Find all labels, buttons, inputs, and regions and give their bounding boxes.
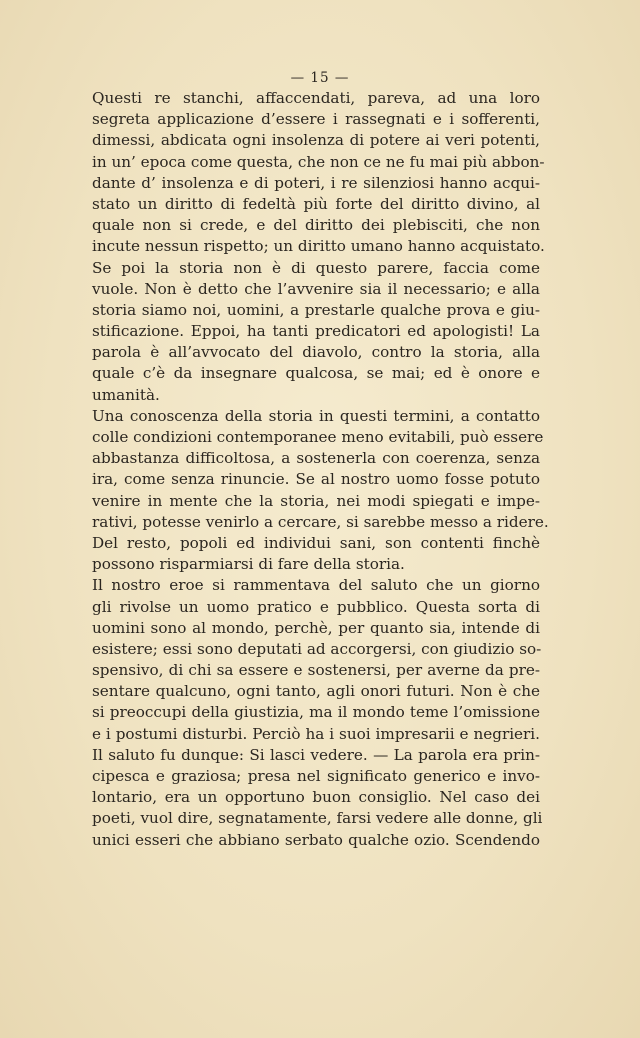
text-line: si preoccupi della giustizia, ma il mondo teme l’omissione: [92, 703, 540, 722]
text-line: ira, come senza rinuncie. Se al nostro uomo fosse potuto: [92, 470, 540, 489]
text-line: cipesca e graziosa; presa nel significato generico e invo-: [92, 767, 540, 785]
text-line: umanità.: [92, 385, 160, 404]
text-line: dante d’ insolenza e di poteri, i re silenziosi hanno acqui-: [92, 173, 540, 192]
text-line: stificazione. Eppoi, ha tanti predicatori ed apologisti! La: [92, 322, 540, 341]
text-line: possono risparmiarsi di fare della storia.: [92, 555, 405, 574]
text-line: vuole. Non è detto che l’avvenire sia il necessario; e alla: [92, 279, 540, 298]
text-line: abbastanza difficoltosa, a sostenerla con coerenza, senza: [92, 449, 540, 468]
text-line: sentare qualcuno, ogni tanto, agli onori futuri. Non è che: [92, 682, 540, 701]
text-line: incute nessun rispetto; un diritto umano hanno acquistato.: [92, 237, 545, 256]
text-line: esistere; essi sono deputati ad accorgersi, con giudizio so-: [92, 639, 542, 658]
text-line: lontario, era un opportuno buon consiglio. Nel caso dei: [92, 788, 540, 807]
text-line: quale c’è da insegnare qualcosa, se mai; ed è onore e: [92, 364, 540, 383]
text-line: spensivo, di chi sa essere e sostenersi, per averne da pre-: [92, 661, 540, 680]
body-text: [92, 88, 549, 851]
paragraph-first-line: Questi re stanchi, affaccendati, pareva, ad una loro: [92, 89, 540, 107]
text-line: unici esseri che abbiano serbato qualche ozio. Scendendo: [92, 830, 540, 849]
text-line: gli rivolse un uomo pratico e pubblico. Questa sorta di: [92, 597, 540, 616]
page-number: — 15 —: [290, 70, 350, 86]
text-line: Il saluto fu dunque: Si lasci vedere. — La parola era prin-: [92, 745, 540, 764]
text-line: uomini sono al mondo, perchè, per quanto sia, intende di: [92, 618, 540, 637]
text-line: parola è all’avvocato del diavolo, contro la storia, alla: [92, 343, 540, 362]
paragraph-first-line: Se poi la storia non è di questo parere, faccia come: [92, 258, 540, 277]
paragraph-first-line: Il nostro eroe si rammentava del saluto che un giorno: [92, 576, 540, 595]
text-line: segreta applicazione d’essere i rassegnati e i sofferenti,: [92, 110, 540, 129]
paragraph-first-line: Una conoscenza della storia in questi termini, a contatto: [92, 406, 540, 425]
text-line: quale non si crede, e del diritto dei plebisciti, che non: [92, 216, 540, 235]
text-line: rativi, potesse venirlo a cercare, si sarebbe messo a ridere.: [92, 512, 549, 531]
text-line: storia siamo noi, uomini, a prestarle qualche prova e giu-: [92, 300, 540, 319]
text-line: Del resto, popoli ed individui sani, son contenti finchè: [92, 533, 540, 552]
text-line: stato un diritto di fedeltà più forte del diritto divino, al: [92, 194, 540, 213]
text-line: venire in mente che la storia, nei modi spiegati e impe-: [92, 491, 540, 510]
text-line: dimessi, abdicata ogni insolenza di potere ai veri potenti,: [92, 131, 540, 150]
text-line: poeti, vuol dire, segnatamente, farsi vedere alle donne, gli: [92, 809, 543, 828]
text-line: colle condizioni contemporanee meno evitabili, può essere: [92, 428, 544, 446]
text-line: in un’ epoca come questa, che non ce ne fu mai più abbon-: [92, 152, 545, 171]
text-line: e i postumi disturbi. Perciò ha i suoi impresarii e negrieri.: [92, 724, 540, 743]
